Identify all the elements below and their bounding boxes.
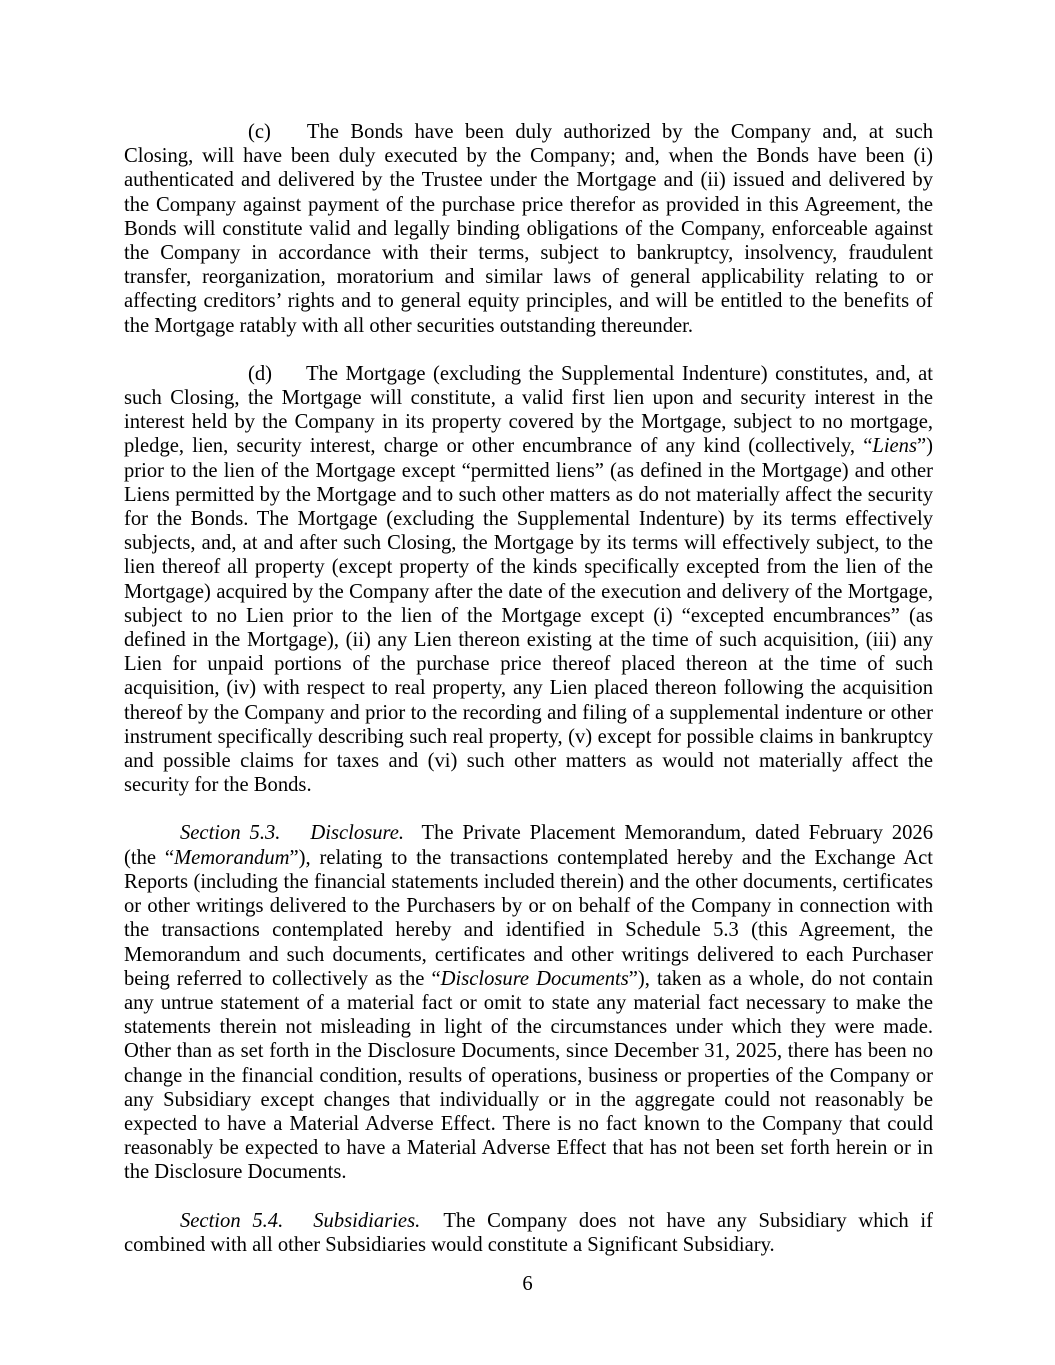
document-body xyxy=(124,120,933,1281)
italic-text-run: Disclosure Documents xyxy=(440,967,629,990)
tab-spacer xyxy=(283,1226,313,1227)
text-run: ”), relating to the transactions contemplated hereby and the Exchange Act Reports (including the financial statements included therein) and the other documents, certificates or other writings delivered to the Purchasers by or on behalf of the Company in connection with the transactions contemplated hereby and identified in Schedule 5.3 (this Agreement, the Memorandum and such documents, certificates and other writings delivered to each Purchaser being referred to collectively as the “ xyxy=(124,846,933,990)
text-run: The Mortgage (excluding the Supplemental Indenture) constitutes, and, at such Closing, the Mortgage will constitute, a valid first lien upon and security interest in the interest held by the Company in its property covered by the Mortgage, subject to no mortgage, pledge, lien, security interest, charge or other encumbrance of any kind (collectively, “ xyxy=(124,362,933,458)
italic-text-run: Section 5.4. xyxy=(180,1209,284,1232)
tab-spacer xyxy=(271,137,307,138)
paragraph-section-5-3 xyxy=(124,821,933,1184)
page-footer xyxy=(0,1272,1055,1296)
text-run: ”), taken as a whole, do not contain any untrue statement of a material fact or omit to state any material fact necessary to make the statements therein not misleading in light of the circumstances under which they were made. Other than as set forth in the Disclosure Documents, since December 31, 2025, there has been no change in the financial condition, results of operations, business or properties of the Company or any Subsidiary except changes that individually or in the aggregate could not reasonably be expected to have a Material Adverse Effect. There is no fact known to the Company that could reasonably be expected to have a Material Adverse Effect that has not been set forth herein or in the Disclosure Documents. xyxy=(124,967,933,1184)
italic-text-run: Section 5.3. xyxy=(180,822,281,845)
text-run: (d) xyxy=(248,362,273,385)
italic-text-run: Liens xyxy=(872,435,917,458)
paragraph-c xyxy=(124,120,933,338)
italic-text-run: Disclosure. xyxy=(310,822,405,845)
page-number: 6 xyxy=(522,1273,533,1295)
paragraph-section-5-4 xyxy=(124,1209,933,1257)
italic-text-run: Subsidiaries. xyxy=(313,1209,421,1232)
paragraph-d xyxy=(124,362,933,798)
text-run: The Private Placement Memorandum, dated February 2026 (the “ xyxy=(124,822,934,869)
tab-spacer xyxy=(280,838,310,839)
text-run: (c) xyxy=(248,121,271,143)
text-run: The Company does not have any Subsidiary which if combined with all other Subsidiaries would constitute a Significant Subsidiary. xyxy=(124,1209,934,1256)
italic-text-run: Memorandum xyxy=(173,846,290,869)
text-run: ”) prior to the lien of the Mortgage except “permitted liens” (as defined in the Mortgage) and other Liens permitted by the Mortgage and to such other matters as do not materially affect the security for the Bonds. The Mortgage (excluding the Supplemental Indenture) by its terms effectively subjects, and, at and after such Closing, the Mortgage by its terms will effectively subject, to the lien thereof all property (except property of the kinds specifically excepted from the lien of the Mortgage) acquired by the Company after the date of the execution and delivery of the Mortgage, subject to no Lien prior to the lien of the Mortgage except (i) “excepted encumbrances” (as defined in the Mortgage), (ii) any Lien thereon existing at the time of such acquisition, (iii) any Lien for unpaid portions of the purchase price thereof placed thereon at the time of such acquisition, (iv) with respect to real property, any Lien placed thereon following the acquisition thereof by the Company and prior to the recording and filing of a supplemental indenture or other instrument specifically describing such real property, (v) except for possible claims in bankruptcy and possible claims for taxes and (vi) such other matters as would not materially affect the security for the Bonds. xyxy=(124,435,933,797)
text-run: The Bonds have been duly authorized by the Company and, at such Closing, will have been duly executed by the Company; and, when the Bonds have been (i) authenticated and delivered by the Trustee under the Mortgage and (ii) issued and delivered by the Company against payment of the purchase price therefor as provided in this Agreement, the Bonds will constitute valid and legally binding obligations of the Company, enforceable against the Company in accordance with their terms, subject to bankruptcy, insolvency, fraudulent transfer, reorganization, moratorium and similar laws of general applicability relating to or affecting creditors’ rights and to general equity principles, and will be entitled to the benefits of the Mortgage ratably with all other securities outstanding thereunder. xyxy=(124,121,933,337)
tab-spacer xyxy=(272,379,306,380)
